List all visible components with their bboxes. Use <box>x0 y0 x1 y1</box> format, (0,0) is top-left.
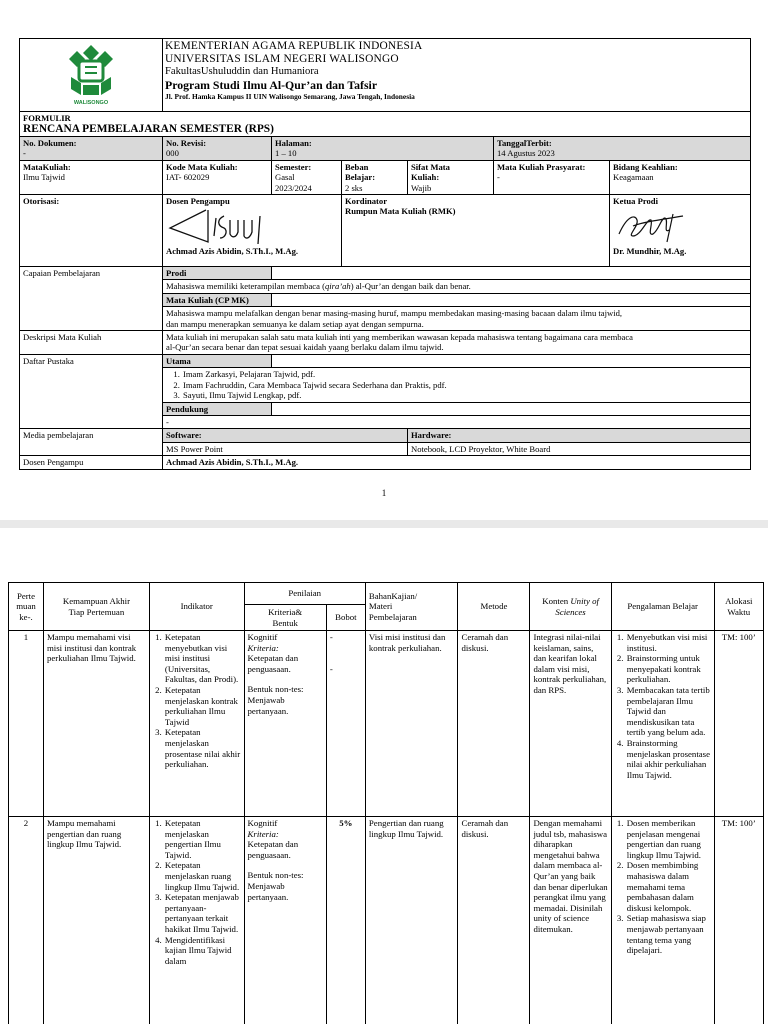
rps-main-table <box>19 38 751 470</box>
meeting-metode: Ceramah dan diskusi. <box>458 631 530 817</box>
col-kemampuan-line-2: Tiap Pertemuan <box>68 606 125 617</box>
sifat-cell <box>408 160 494 194</box>
kriteria-value: Ketepatan dan penguasaan. <box>247 839 299 860</box>
list-item: 3. Sayuti, Ilmu Tajwid Lengkap, pdf. <box>182 390 747 400</box>
university-name: UNIVERSITAS ISLAM NEGERI WALISONGO <box>165 53 399 65</box>
meeting-pengalaman <box>611 817 714 1024</box>
form-title-cell <box>20 112 751 137</box>
meeting-bobot <box>326 631 365 817</box>
bentuk-value: Menjawab pertanyaan. <box>247 694 289 716</box>
software-label: Software: <box>163 429 408 442</box>
beban-label-2: Belajar: <box>345 172 376 183</box>
kaprodi-label: Ketua Prodi <box>613 196 658 207</box>
pengalaman-list <box>615 632 711 780</box>
meeting-pengalaman <box>611 631 714 817</box>
beban-label: Beban <box>345 161 369 172</box>
prodi-text-post: ) al-Qur’an dengan baik dan benar. <box>350 281 471 292</box>
meeting-no: 2 <box>9 817 44 1024</box>
beban-cell <box>342 160 408 194</box>
kriteria-head: Kognitif <box>247 818 278 828</box>
pengalaman-list <box>615 818 711 956</box>
dosen-name: Achmad Azis Abidin, S.Th.I., M.Ag. <box>166 246 299 257</box>
col-indikator: Indikator <box>149 583 244 631</box>
capaian-label: Capaian Pembelajaran <box>20 267 163 331</box>
cpmk-text-line-1: Mahasiswa mampu melafalkan dengan benar masing-masing huruf, mampu membedakan masing-masing bacaan dalam ilmu tajwid, <box>166 308 623 319</box>
meetings-table <box>8 582 764 1024</box>
pendukung-value: - <box>163 415 751 428</box>
utama-label: Utama <box>163 354 272 367</box>
kode-label: Kode Mata Kuliah: <box>166 161 238 172</box>
koordinator-cell <box>342 195 610 267</box>
col-pertemuan-line-3: ke-. <box>19 611 33 622</box>
pendukung-label: Pendukung <box>163 402 272 415</box>
kaprodi-signature-icon <box>613 206 693 246</box>
list-item: 1. Ketepatan menyebutkan visi misi institusi (Universitas, Fakultas, dan Prodi). <box>164 632 241 685</box>
prodi-label: Prodi <box>163 267 272 280</box>
no-revisi-cell <box>163 137 272 161</box>
bobot-value: - <box>329 632 333 642</box>
meeting-indikator <box>149 817 244 1024</box>
mata-kuliah-value: Ilmu Tajwid <box>23 172 65 183</box>
col-kriteria-line-2: Bentuk <box>272 617 298 628</box>
col-alokasi <box>714 583 763 631</box>
bentuk-value: Menjawab pertanyaan. <box>247 880 289 902</box>
halaman-value: 1 – 10 <box>275 148 297 159</box>
col-bahan-line-3: Pembelajaran <box>368 611 417 622</box>
sifat-label: Sifat Mata <box>411 161 450 172</box>
form-title: RENCANA PEMBELAJARAN SEMESTER (RPS) <box>23 123 274 135</box>
cpmk-label-spacer <box>272 293 751 306</box>
bidang-value: Keagamaan <box>613 172 654 183</box>
media-label: Media pembelajaran <box>20 429 163 456</box>
utama-list <box>166 369 747 400</box>
document-meta-row <box>20 137 751 161</box>
list-item: 1. Ketepatan menjelaskan pengertian Ilmu Tajwid. <box>164 818 241 860</box>
meeting-indikator <box>149 631 244 817</box>
meeting-konten: Integrasi nilai-nilai keislaman, sains, dan kearifan lokal dalam visi misi, kontrak perkuliahan, dan RPS. <box>530 631 611 817</box>
prodi-text <box>163 280 751 293</box>
col-bahan <box>365 583 458 631</box>
table-row <box>9 631 764 817</box>
cpmk-text <box>163 307 751 331</box>
list-item: 4. Brainstorming menjelaskan prosentase nilai akhir perkuliahan Ilmu Tajwid. <box>626 738 711 780</box>
sifat-value: Wajib <box>411 182 432 193</box>
list-item: 3. Ketepatan menjawab pertanyaan-pertanyaan terkait hakikat Ilmu Tajwid. <box>164 892 241 934</box>
prasyarat-label: Mata Kuliah Prasyarat: <box>497 161 586 172</box>
dosen-pengampu-label: Dosen Pengampu <box>20 456 163 469</box>
prodi-text-pre: Mahasiswa memiliki keterampilan membaca ( <box>166 281 325 292</box>
list-item: 1. Imam Zarkasyi, Pelajaran Tajwid, pdf. <box>182 369 747 379</box>
col-konten-italic-2: Sciences <box>555 606 586 617</box>
sifat-label-2: Kuliah: <box>411 172 440 183</box>
bentuk-label: Bentuk non-tes: <box>247 870 304 881</box>
meeting-kemampuan: Mampu memahami pengertian dan ruang lingkup Ilmu Tajwid. <box>43 817 149 1024</box>
hardware-value: Notebook, LCD Proyektor, White Board <box>408 442 751 455</box>
no-dokumen-cell <box>20 137 163 161</box>
table-row <box>9 817 764 1024</box>
col-alokasi-line-2: Waktu <box>727 606 751 617</box>
deskripsi-line-2: al-Qur’an secara benar dan tepat sesuai kaidah yaang berlaku dalam ilmu tajwid. <box>166 342 444 353</box>
list-item: 3. Setiap mahasiswa siap menjawab pertanyaan tentang tema yang dipelajari. <box>626 913 711 955</box>
meeting-no: 1 <box>9 631 44 817</box>
kaprodi-cell <box>610 195 751 267</box>
prodi-label-spacer <box>272 267 751 280</box>
deskripsi-text <box>163 331 751 355</box>
dosen-signature-cell <box>163 195 342 267</box>
halaman-cell <box>272 137 494 161</box>
meeting-alokasi: TM: 100’ <box>714 631 763 817</box>
capaian-prodi-label-row <box>20 267 751 280</box>
kode-cell <box>163 160 272 194</box>
logo-cell <box>20 39 163 112</box>
col-bahan-line-2: Materi <box>368 601 393 612</box>
meeting-metode: Ceramah dan diskusi. <box>458 817 530 1024</box>
meeting-kriteria <box>244 631 326 817</box>
meeting-kemampuan: Mampu memahami visi misi institusi dan kontrak perkuliahan Ilmu Tajwid. <box>43 631 149 817</box>
col-konten <box>530 583 611 631</box>
koordinator-label-2: Rumpun Mata Kuliah (RMK) <box>345 206 456 217</box>
bobot-value-2: - <box>329 663 333 674</box>
semester-cell <box>272 160 342 194</box>
prodi-text-italic: qira’ah <box>324 281 351 292</box>
col-pertemuan <box>9 583 44 631</box>
institution-address: Jl. Prof. Hamka Kampus II UIN Walisongo Semarang, Jawa Tengah, Indonesia <box>165 91 415 101</box>
semester-label: Semester: <box>275 161 312 172</box>
dosen-pengampu-value: Achmad Azis Abidin, S.Th.I., M.Ag. <box>163 456 751 469</box>
list-item: 2. Ketepatan menjelaskan ruang lingkup Ilmu Tajwid. <box>164 860 241 892</box>
hardware-label: Hardware: <box>408 429 751 442</box>
col-konten-italic-1: Unity of <box>570 595 599 606</box>
beban-value: 2 sks <box>345 182 363 193</box>
bentuk-label: Bentuk non-tes: <box>247 684 304 695</box>
utama-list-cell <box>163 368 751 402</box>
logo-text: WALISONGO <box>73 100 109 106</box>
dosen-signature-icon <box>166 206 286 246</box>
col-pertemuan-line-1: Perte <box>16 590 36 601</box>
software-value: MS Power Point <box>163 442 408 455</box>
meeting-bobot: 5% <box>326 817 365 1024</box>
pendukung-label-spacer <box>272 402 751 415</box>
meeting-bahan: Visi misi institusi dan kontrak perkuliahan. <box>365 631 458 817</box>
list-item: 2. Brainstorming untuk menyepakati kontrak perkuliahan. <box>626 653 711 685</box>
meeting-bahan: Pengertian dan ruang lingkup Ilmu Tajwid. <box>365 817 458 1024</box>
media-label-row <box>20 429 751 442</box>
cpmk-text-line-2: dan mampu menerapkan semuanya ke dalam setiap ayat dengan sempurna. <box>166 318 424 329</box>
deskripsi-label: Deskripsi Mata Kuliah <box>20 331 163 355</box>
list-item: 2. Dosen membimbing mahasiswa dalam memahami tema pembahasan dalam diskusi kelompok. <box>626 860 711 913</box>
prasyarat-cell <box>494 160 610 194</box>
prasyarat-value: - <box>497 172 500 183</box>
mata-kuliah-cell <box>20 160 163 194</box>
course-info-row <box>20 160 751 194</box>
meetings-header-row-1 <box>9 583 764 605</box>
utama-label-spacer <box>272 354 751 367</box>
indikator-list <box>153 632 241 770</box>
meeting-kriteria <box>244 817 326 1024</box>
col-bahan-line-1: BahanKajian/ <box>368 590 418 601</box>
col-kriteria <box>244 605 326 631</box>
col-kriteria-line-1: Kriteria& <box>268 606 303 617</box>
list-item: 2. Ketepatan menjelaskan kontrak perkuliahan Ilmu Tajwid <box>164 685 241 727</box>
cpmk-label: Mata Kuliah (CP MK) <box>163 293 272 306</box>
kode-value: IAT- 602029 <box>166 172 210 183</box>
col-penilaian: Penilaian <box>244 583 365 605</box>
program-name: Program Studi Ilmu Al-Qur’an dan Tafsir <box>165 77 378 92</box>
list-item: 3. Ketepatan menjelaskan prosentase nilai akhir perkuliahan. <box>164 727 241 769</box>
no-dokumen-value: - <box>23 148 26 159</box>
meeting-konten: Dengan memahami judul tsb, mahasiswa diharapkan mengetahui bahwa dalam membaca al-Qur’an yang baik dan benar diperlukan perangkat ilmu yang memadai. Disinilah unity of science ditemukan. <box>530 817 611 1024</box>
col-konten-pre: Konten <box>542 595 571 606</box>
deskripsi-row <box>20 331 751 355</box>
koordinator-label: Kordinator <box>345 196 388 207</box>
rps-page-2 <box>0 528 768 1024</box>
ministry-name: KEMENTERIAN AGAMA REPUBLIK INDONESIA <box>165 40 423 52</box>
kriteria-label: Kriteria: <box>247 828 279 839</box>
list-item: 1. Dosen memberikan penjelasan mengenai pengertian dan ruang lingkup Ilmu Tajwid. <box>626 818 711 860</box>
institution-header <box>163 39 751 112</box>
list-item: 4. Mengidentifikasi kajian Ilmu Tajwid dalam <box>164 935 241 967</box>
semester-year: 2023/2024 <box>275 182 312 193</box>
tanggal-cell <box>494 137 751 161</box>
otorisasi-row <box>20 195 751 267</box>
bidang-label: Bidang Keahlian: <box>613 161 678 172</box>
col-kemampuan <box>43 583 149 631</box>
col-metode: Metode <box>458 583 530 631</box>
list-item: 1. Menyebutkan visi misi institusi. <box>626 632 711 653</box>
indikator-list <box>153 818 241 966</box>
dosen-label: Dosen Pengampu <box>166 196 230 207</box>
list-item: 3. Membacakan tata tertib pembelajaran Ilmu Tajwid dan mendiskusikan tata tertib yang belum ada. <box>626 685 711 738</box>
list-item: 2. Imam Fachruddin, Cara Membaca Tajwid secara Sederhana dan Praktis, pdf. <box>182 380 747 390</box>
kriteria-label: Kriteria: <box>247 642 279 653</box>
walisongo-logo-icon <box>59 43 123 107</box>
pustaka-utama-label-row <box>20 354 751 367</box>
tanggal-value: 14 Agustus 2023 <box>497 148 555 159</box>
tanggal-label: TanggalTerbit: <box>497 138 552 148</box>
dosen-pengampu-row <box>20 456 751 469</box>
no-revisi-label: No. Revisi: <box>166 138 207 148</box>
kaprodi-name: Dr. Mundhir, M.Ag. <box>613 246 687 257</box>
no-revisi-value: 000 <box>166 148 179 159</box>
col-alokasi-line-1: Alokasi <box>725 595 753 606</box>
otorisasi-label: Otorisasi: <box>20 195 163 267</box>
faculty-name: FakultasUshuluddin dan Humaniora <box>165 66 319 77</box>
no-dokumen-label: No. Dokumen: <box>23 138 77 148</box>
kriteria-value: Ketepatan dan penguasaan. <box>247 653 299 674</box>
col-kemampuan-line-1: Kemampuan Akhir <box>62 595 131 606</box>
col-pengalaman: Pengalaman Belajar <box>611 583 714 631</box>
form-label: FORMULIR <box>23 113 71 123</box>
semester-value: Gasal <box>275 172 295 183</box>
bidang-cell <box>610 160 751 194</box>
mata-kuliah-label: MataKuliah: <box>23 161 71 172</box>
meeting-alokasi: TM: 100’ <box>714 817 763 1024</box>
pustaka-label: Daftar Pustaka <box>20 354 163 428</box>
page-number: 1 <box>381 488 387 498</box>
deskripsi-line-1: Mata kuliah ini merupakan salah satu mata kuliah inti yang memberikan wawasan kepada mahasiswa tentang bagaimana cara membaca <box>166 332 633 343</box>
halaman-label: Halaman: <box>275 138 312 148</box>
col-pertemuan-line-2: muan <box>16 601 36 612</box>
kriteria-head: Kognitif <box>247 632 278 642</box>
col-bobot: Bobot <box>326 605 365 631</box>
